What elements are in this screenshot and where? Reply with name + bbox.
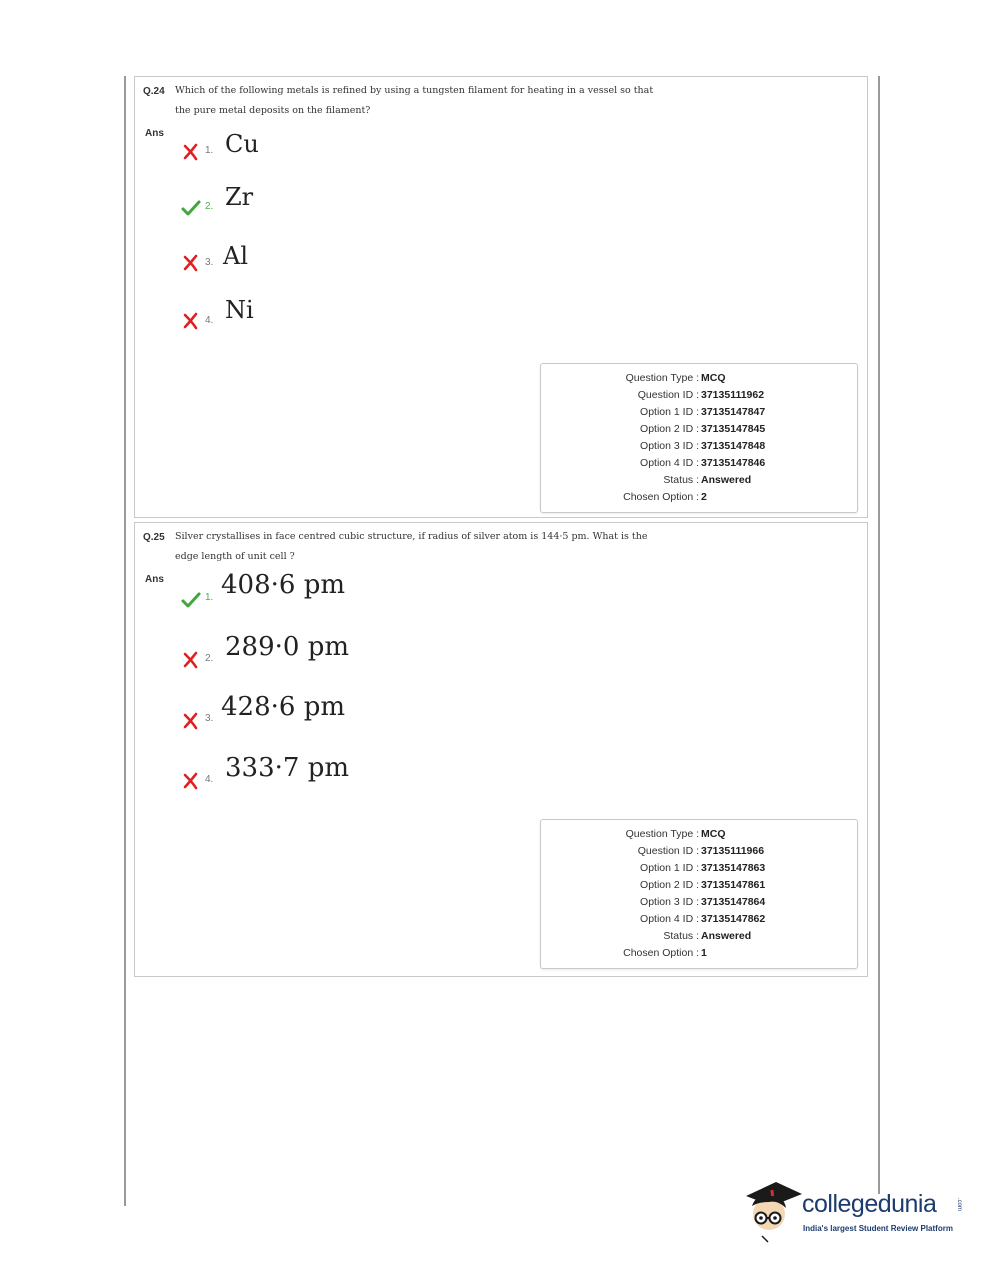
meta-row bbox=[541, 894, 859, 911]
meta-row bbox=[541, 928, 859, 945]
option-text: 408·6 pm bbox=[221, 570, 345, 600]
question-meta-panel bbox=[540, 819, 858, 969]
meta-row bbox=[541, 387, 859, 404]
meta-row bbox=[541, 438, 859, 455]
check-icon bbox=[181, 590, 201, 610]
option-text: 289·0 pm bbox=[225, 632, 349, 662]
option-4 bbox=[181, 753, 581, 799]
option-2 bbox=[181, 185, 581, 225]
option-3 bbox=[181, 692, 581, 737]
meta-row bbox=[541, 945, 859, 962]
question-text-line: Silver crystallises in face centred cubic structure, if radius of silver atom is 144·5 pm. What is the bbox=[175, 531, 648, 542]
meta-key: Option 1 ID : bbox=[640, 406, 699, 418]
option-text: Cu bbox=[225, 130, 259, 158]
meta-key: Option 3 ID : bbox=[640, 896, 699, 908]
meta-key: Question ID : bbox=[637, 845, 699, 857]
option-text: 428·6 pm bbox=[221, 692, 345, 722]
meta-row bbox=[541, 404, 859, 421]
meta-key: Option 2 ID : bbox=[640, 423, 699, 435]
answer-label: Ans bbox=[145, 574, 164, 585]
meta-value: Answered bbox=[701, 474, 752, 486]
option-number: 2. bbox=[205, 653, 214, 664]
meta-row bbox=[541, 877, 859, 894]
option-2 bbox=[181, 632, 581, 677]
option-3 bbox=[181, 242, 581, 285]
question-text-line: edge length of unit cell ? bbox=[175, 551, 295, 562]
meta-value: Answered bbox=[701, 930, 752, 942]
option-number: 4. bbox=[205, 315, 214, 326]
meta-value: 37135147845 bbox=[701, 423, 766, 435]
page-border-right bbox=[878, 76, 880, 1194]
meta-value: 37135147864 bbox=[701, 896, 766, 908]
option-number: 1. bbox=[205, 592, 214, 603]
meta-key: Chosen Option : bbox=[623, 491, 699, 503]
meta-row bbox=[541, 472, 859, 489]
meta-value: 37135111966 bbox=[701, 845, 765, 857]
meta-value: 37135147862 bbox=[701, 913, 766, 925]
logo-wordmark: collegedunia bbox=[802, 1190, 937, 1218]
meta-key: Status : bbox=[663, 474, 699, 486]
cross-icon bbox=[181, 650, 201, 670]
collegedunia-logo[interactable] bbox=[742, 1176, 972, 1246]
check-icon bbox=[181, 198, 201, 218]
meta-row bbox=[541, 370, 859, 387]
question-text bbox=[175, 81, 675, 121]
meta-row bbox=[541, 911, 859, 928]
logo-tld: .com bbox=[956, 1198, 962, 1212]
option-text: Zr bbox=[225, 183, 254, 211]
meta-key: Question Type : bbox=[625, 828, 699, 840]
meta-value: MCQ bbox=[701, 828, 726, 840]
meta-value: 37135147848 bbox=[701, 440, 766, 452]
question-text-line: the pure metal deposits on the filament? bbox=[175, 105, 371, 116]
option-number: 3. bbox=[205, 713, 214, 724]
cross-icon bbox=[181, 142, 201, 162]
meta-row bbox=[541, 843, 859, 860]
question-block-25 bbox=[134, 522, 868, 977]
meta-value: 37135147847 bbox=[701, 406, 766, 418]
meta-value: 1 bbox=[701, 947, 707, 959]
option-number: 1. bbox=[205, 145, 214, 156]
question-number: Q.24 bbox=[143, 86, 165, 97]
cross-icon bbox=[181, 711, 201, 731]
meta-key: Status : bbox=[663, 930, 699, 942]
mascot-icon bbox=[742, 1176, 802, 1246]
meta-value: 2 bbox=[701, 491, 707, 503]
option-number: 4. bbox=[205, 774, 214, 785]
option-4 bbox=[181, 296, 581, 341]
meta-row bbox=[541, 860, 859, 877]
cross-icon bbox=[181, 311, 201, 331]
question-block-24 bbox=[134, 76, 868, 518]
option-number: 2. bbox=[205, 201, 214, 212]
meta-row bbox=[541, 421, 859, 438]
meta-row bbox=[541, 489, 859, 506]
cross-icon bbox=[181, 253, 201, 273]
meta-key: Chosen Option : bbox=[623, 947, 699, 959]
option-text: 333·7 pm bbox=[225, 753, 349, 783]
meta-key: Option 4 ID : bbox=[640, 457, 699, 469]
meta-key: Option 1 ID : bbox=[640, 862, 699, 874]
page-border-left bbox=[124, 76, 126, 1206]
question-text-line: Which of the following metals is refined by using a tungsten filament for heating in a vessel so that bbox=[175, 85, 654, 96]
question-text bbox=[175, 527, 675, 567]
logo-tagline: India's largest Student Review Platform bbox=[803, 1224, 953, 1233]
meta-value: 37135147846 bbox=[701, 457, 766, 469]
meta-key: Question ID : bbox=[637, 389, 699, 401]
meta-row bbox=[541, 826, 859, 843]
meta-value: 37135147863 bbox=[701, 862, 766, 874]
option-text: Ni bbox=[225, 296, 254, 324]
meta-value: 37135111962 bbox=[701, 389, 765, 401]
cross-icon bbox=[181, 771, 201, 791]
meta-key: Option 4 ID : bbox=[640, 913, 699, 925]
meta-key: Question Type : bbox=[625, 372, 699, 384]
option-1 bbox=[181, 130, 581, 173]
meta-value: MCQ bbox=[701, 372, 726, 384]
meta-key: Option 3 ID : bbox=[640, 440, 699, 452]
meta-row bbox=[541, 455, 859, 472]
answer-label: Ans bbox=[145, 128, 164, 139]
meta-key: Option 2 ID : bbox=[640, 879, 699, 891]
option-text: Al bbox=[223, 242, 249, 270]
question-meta-panel bbox=[540, 363, 858, 513]
option-number: 3. bbox=[205, 257, 214, 268]
option-1 bbox=[181, 570, 581, 615]
question-number: Q.25 bbox=[143, 532, 165, 543]
meta-value: 37135147861 bbox=[701, 879, 766, 891]
